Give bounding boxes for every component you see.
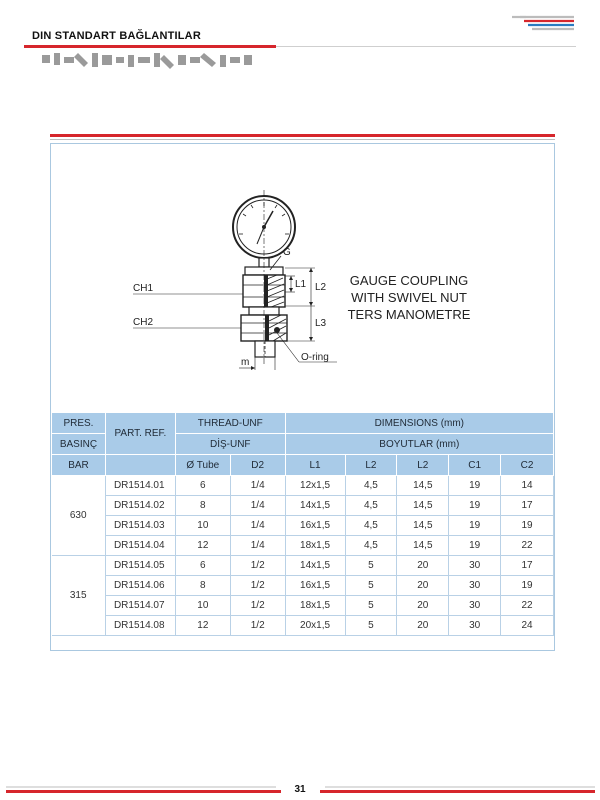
header-bar: BAR bbox=[52, 455, 106, 476]
page-number: 31 bbox=[284, 784, 316, 798]
label-l3: L3 bbox=[315, 318, 327, 329]
header-part-ref: PART. REF. bbox=[105, 413, 175, 455]
d2-cell: 1/4 bbox=[230, 496, 285, 516]
l1-cell: 16x1,5 bbox=[285, 576, 345, 596]
header-dims-en: DIMENSIONS (mm) bbox=[285, 413, 553, 434]
tube-cell: 8 bbox=[175, 576, 230, 596]
l2a-cell: 4,5 bbox=[345, 496, 397, 516]
c2-cell: 22 bbox=[501, 596, 554, 616]
l1-cell: 14x1,5 bbox=[285, 556, 345, 576]
part-ref-cell: DR1514.01 bbox=[105, 476, 175, 496]
fittings-strip-icon bbox=[40, 49, 260, 71]
product-title-line: WITH SWIVEL NUT bbox=[351, 290, 467, 305]
d2-cell: 1/2 bbox=[230, 556, 285, 576]
l2a-cell: 4,5 bbox=[345, 516, 397, 536]
panel-grey-rule bbox=[50, 139, 555, 140]
l2a-cell: 5 bbox=[345, 616, 397, 636]
table-row bbox=[52, 516, 554, 536]
l1-cell: 16x1,5 bbox=[285, 516, 345, 536]
c1-cell: 19 bbox=[449, 476, 501, 496]
c1-cell: 30 bbox=[449, 576, 501, 596]
decorative-stripes-icon bbox=[508, 14, 578, 34]
tube-cell: 10 bbox=[175, 516, 230, 536]
header-col-c1: C1 bbox=[449, 455, 501, 476]
header-col-l2b: L2 bbox=[397, 455, 449, 476]
part-ref-cell: DR1514.08 bbox=[105, 616, 175, 636]
label-m: m bbox=[241, 357, 250, 368]
header-col-l1: L1 bbox=[285, 455, 345, 476]
d2-cell: 1/4 bbox=[230, 476, 285, 496]
l2a-cell: 4,5 bbox=[345, 476, 397, 496]
c2-cell: 17 bbox=[501, 496, 554, 516]
header-pres: PRES. bbox=[52, 413, 106, 434]
c1-cell: 30 bbox=[449, 556, 501, 576]
part-ref-cell: DR1514.05 bbox=[105, 556, 175, 576]
l2a-cell: 5 bbox=[345, 556, 397, 576]
tube-cell: 8 bbox=[175, 496, 230, 516]
product-panel bbox=[50, 143, 555, 651]
spec-table bbox=[51, 412, 554, 636]
header-col-l2a: L2 bbox=[345, 455, 397, 476]
table-row bbox=[52, 616, 554, 636]
tube-cell: 12 bbox=[175, 536, 230, 556]
label-g: G bbox=[283, 247, 291, 258]
header-col-tube: Ø Tube bbox=[175, 455, 230, 476]
part-ref-cell: DR1514.04 bbox=[105, 536, 175, 556]
label-l1: L1 bbox=[295, 279, 307, 290]
table-row bbox=[52, 476, 554, 496]
l2a-cell: 5 bbox=[345, 596, 397, 616]
section-title: DIN STANDART BAĞLANTILAR bbox=[32, 30, 201, 42]
d2-cell: 1/2 bbox=[230, 596, 285, 616]
l2b-cell: 20 bbox=[397, 556, 449, 576]
c2-cell: 22 bbox=[501, 536, 554, 556]
l1-cell: 18x1,5 bbox=[285, 596, 345, 616]
gauge-coupling-drawing bbox=[131, 184, 361, 419]
tube-cell: 10 bbox=[175, 596, 230, 616]
header-thread-en: THREAD-UNF bbox=[175, 413, 285, 434]
table-row bbox=[52, 576, 554, 596]
l2b-cell: 14,5 bbox=[397, 536, 449, 556]
header-dims-tr: BOYUTLAR (mm) bbox=[285, 434, 553, 455]
l1-cell: 12x1,5 bbox=[285, 476, 345, 496]
header-col-d2: D2 bbox=[230, 455, 285, 476]
c2-cell: 14 bbox=[501, 476, 554, 496]
table-row bbox=[52, 496, 554, 516]
d2-cell: 1/4 bbox=[230, 536, 285, 556]
label-l2: L2 bbox=[315, 282, 327, 293]
d2-cell: 1/2 bbox=[230, 576, 285, 596]
c1-cell: 30 bbox=[449, 596, 501, 616]
c2-cell: 17 bbox=[501, 556, 554, 576]
tube-cell: 6 bbox=[175, 556, 230, 576]
header-grey-rule bbox=[276, 46, 576, 47]
footer-stripes-right-icon bbox=[320, 785, 595, 795]
label-ch2: CH2 bbox=[133, 317, 154, 328]
table-row bbox=[52, 536, 554, 556]
product-title-line: GAUGE COUPLING bbox=[349, 273, 469, 288]
c1-cell: 19 bbox=[449, 496, 501, 516]
c2-cell: 24 bbox=[501, 616, 554, 636]
c2-cell: 19 bbox=[501, 516, 554, 536]
product-title-line: TERS MANOMETRE bbox=[347, 307, 471, 322]
part-ref-cell: DR1514.06 bbox=[105, 576, 175, 596]
label-oring: O-ring bbox=[301, 352, 329, 363]
table-row bbox=[52, 556, 554, 576]
c2-cell: 19 bbox=[501, 576, 554, 596]
tube-cell: 6 bbox=[175, 476, 230, 496]
l1-cell: 18x1,5 bbox=[285, 536, 345, 556]
d2-cell: 1/4 bbox=[230, 516, 285, 536]
c1-cell: 19 bbox=[449, 536, 501, 556]
c1-cell: 30 bbox=[449, 616, 501, 636]
header-red-rule bbox=[24, 45, 276, 48]
l2b-cell: 20 bbox=[397, 616, 449, 636]
part-ref-cell: DR1514.07 bbox=[105, 596, 175, 616]
part-ref-cell: DR1514.03 bbox=[105, 516, 175, 536]
product-title bbox=[339, 272, 479, 323]
l1-cell: 20x1,5 bbox=[285, 616, 345, 636]
header-blank bbox=[105, 455, 175, 476]
header-col-c2: C2 bbox=[501, 455, 554, 476]
l2b-cell: 14,5 bbox=[397, 476, 449, 496]
header-thread-tr: DİŞ-UNF bbox=[175, 434, 285, 455]
table-row bbox=[52, 596, 554, 616]
label-ch1: CH1 bbox=[133, 283, 154, 294]
tube-cell: 12 bbox=[175, 616, 230, 636]
l2b-cell: 20 bbox=[397, 596, 449, 616]
l2a-cell: 5 bbox=[345, 576, 397, 596]
l2b-cell: 20 bbox=[397, 576, 449, 596]
bar-group-cell: 315 bbox=[52, 556, 106, 636]
part-ref-cell: DR1514.02 bbox=[105, 496, 175, 516]
l2b-cell: 14,5 bbox=[397, 496, 449, 516]
panel-red-rule bbox=[50, 134, 555, 137]
footer-stripes-left-icon bbox=[6, 785, 281, 795]
bar-group-cell: 630 bbox=[52, 476, 106, 556]
d2-cell: 1/2 bbox=[230, 616, 285, 636]
l2b-cell: 14,5 bbox=[397, 516, 449, 536]
l2a-cell: 4,5 bbox=[345, 536, 397, 556]
header-basinc: BASINÇ bbox=[52, 434, 106, 455]
c1-cell: 19 bbox=[449, 516, 501, 536]
l1-cell: 14x1,5 bbox=[285, 496, 345, 516]
